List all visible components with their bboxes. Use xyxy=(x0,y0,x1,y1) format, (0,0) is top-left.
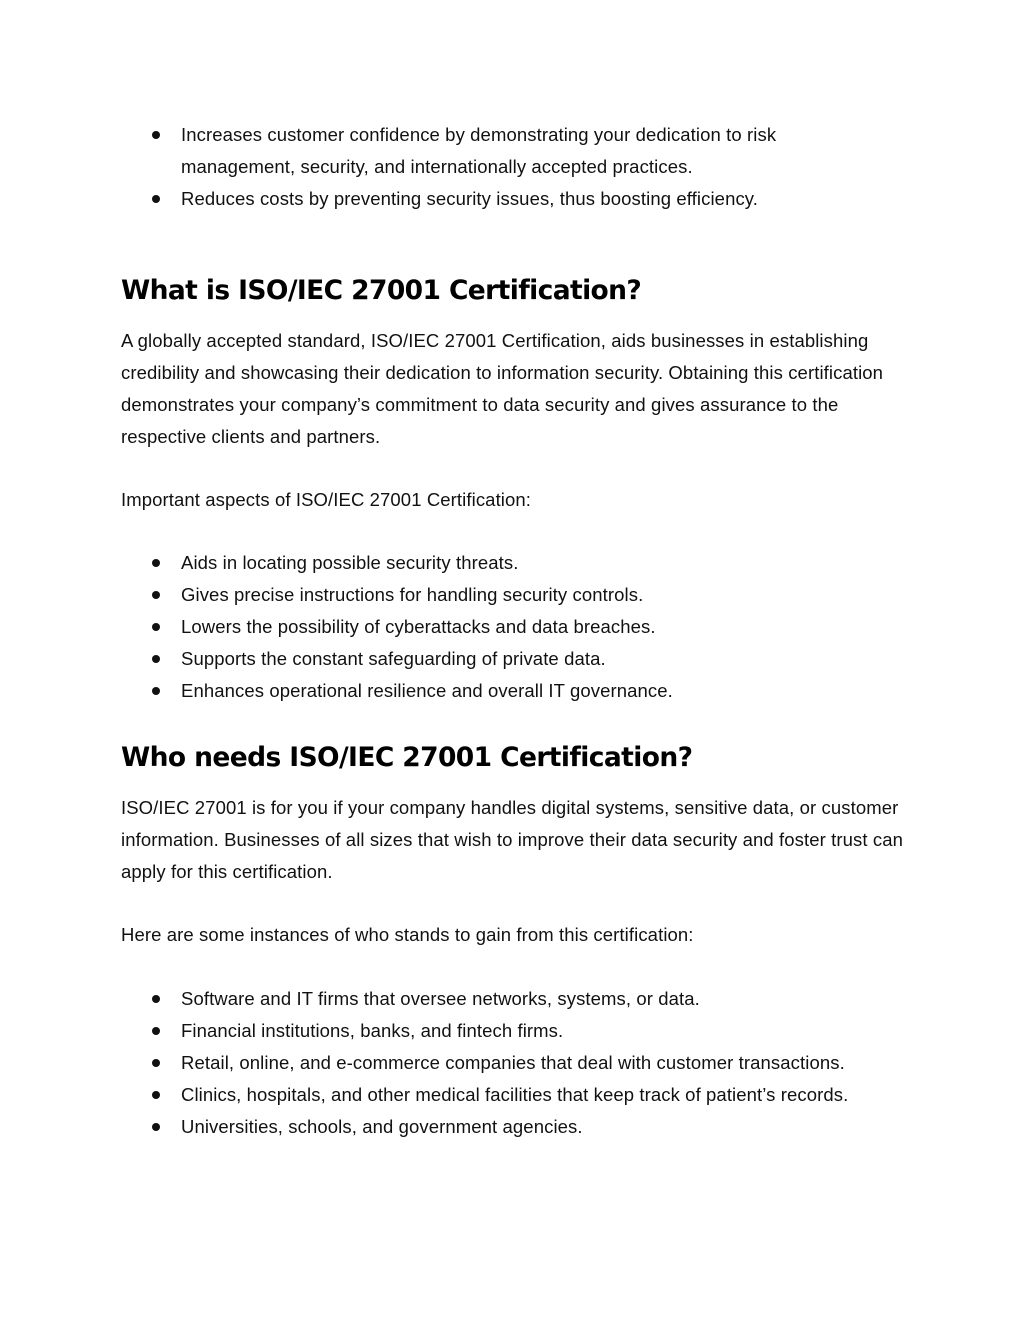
list-item xyxy=(121,1015,901,1047)
bullet-dot-icon xyxy=(152,623,160,631)
section1-bullet-list xyxy=(121,547,901,707)
bullet-dot-icon xyxy=(152,1091,160,1099)
list-item xyxy=(121,547,901,579)
section1-paragraph: A globally accepted standard, ISO/IEC 27001 Certification, aids businesses in establishing credibility and showcasing their dedication to information security. Obtaining this certification demonstrates your company’s commitment to data security and gives assurance to the respective clients and partners. xyxy=(121,330,884,447)
section2-intro: Here are some instances of who stands to gain from this certification: xyxy=(121,924,694,945)
list-item xyxy=(121,643,901,675)
bullet-dot-icon xyxy=(152,655,160,663)
list-item-text: Enhances operational resilience and overall IT governance. xyxy=(181,680,673,701)
bullet-dot-icon xyxy=(152,195,160,203)
list-item-text: Reduces costs by preventing security issues, thus boosting efficiency. xyxy=(181,188,759,209)
list-item-text: Aids in locating possible security threats. xyxy=(181,552,519,573)
bullet-dot-icon xyxy=(152,1027,160,1035)
bullet-dot-icon xyxy=(152,1059,160,1067)
bullet-dot-icon xyxy=(152,995,160,1003)
list-item-text: Software and IT firms that oversee networks, systems, or data. xyxy=(181,988,700,1009)
list-item xyxy=(121,579,901,611)
list-item-text: Lowers the possibility of cyberattacks and data breaches. xyxy=(181,616,656,637)
list-item xyxy=(121,675,901,707)
bullet-dot-icon xyxy=(152,131,160,139)
list-item-text: Retail, online, and e-commerce companies that deal with customer transactions. xyxy=(181,1052,845,1073)
list-item xyxy=(121,611,901,643)
top-bullet-list xyxy=(121,119,901,215)
list-item-text: Clinics, hospitals, and other medical facilities that keep track of patient’s records. xyxy=(181,1084,849,1105)
section2-paragraph: ISO/IEC 27001 is for you if your company handles digital systems, sensitive data, or customer information. Businesses of all sizes that wish to improve their data security and foster trust can apply for this certification. xyxy=(121,797,904,882)
list-item-text: Increases customer confidence by demonstrating your dedication to risk management, security, and internationally accepted practices. xyxy=(181,124,777,177)
list-item xyxy=(121,183,901,215)
section-heading-who-needs: Who needs ISO/IEC 27001 Certification? xyxy=(121,742,693,773)
list-item-text: Gives precise instructions for handling security controls. xyxy=(181,584,644,605)
list-item xyxy=(121,1111,901,1143)
list-item-text: Financial institutions, banks, and fintech firms. xyxy=(181,1020,564,1041)
bullet-dot-icon xyxy=(152,559,160,567)
bullet-dot-icon xyxy=(152,591,160,599)
section2-bullet-list xyxy=(121,983,901,1143)
list-item-text: Universities, schools, and government agencies. xyxy=(181,1116,583,1137)
list-item xyxy=(121,119,871,183)
section1-intro: Important aspects of ISO/IEC 27001 Certification: xyxy=(121,489,532,510)
list-item xyxy=(121,1047,871,1079)
section-heading-what-is: What is ISO/IEC 27001 Certification? xyxy=(121,275,642,306)
bullet-dot-icon xyxy=(152,687,160,695)
list-item xyxy=(121,983,901,1015)
bullet-dot-icon xyxy=(152,1123,160,1131)
list-item-text: Supports the constant safeguarding of private data. xyxy=(181,648,606,669)
list-item xyxy=(121,1079,911,1111)
